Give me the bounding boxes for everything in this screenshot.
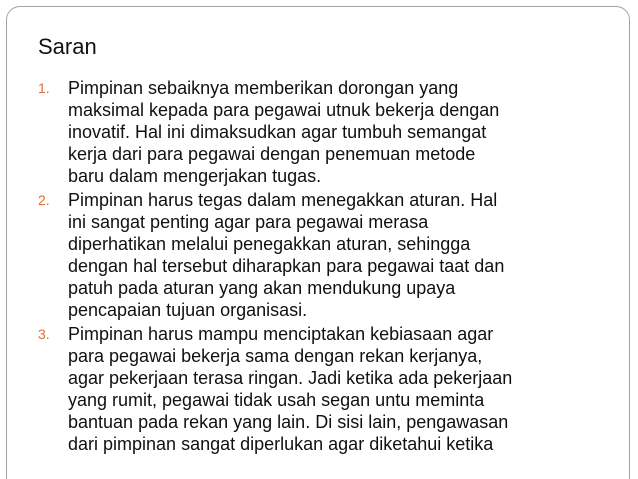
text-line: yang rumit, pegawai tidak usah segan untu meminta (68, 390, 485, 410)
text-line: kerja dari para pegawai dengan penemuan metode (68, 144, 476, 164)
list-item (38, 77, 608, 187)
text-line: bantuan pada rekan yang lain. Di sisi lain, pengawasan (68, 412, 509, 432)
text-line: agar pekerjaan terasa ringan. Jadi ketika ada pekerjaan (68, 368, 513, 388)
text-line: inovatif. Hal ini dimaksudkan agar tumbuh semangat (68, 122, 487, 142)
text-line: para pegawai bekerja sama dengan rekan kerjanya, (68, 346, 483, 366)
list-item (38, 323, 608, 455)
list-item-number: 3. (38, 326, 50, 342)
list-item-number: 2. (38, 192, 50, 208)
text-line: patuh pada aturan yang akan mendukung upaya (68, 278, 456, 298)
text-line: Pimpinan sebaiknya memberikan dorongan yang (68, 78, 459, 98)
text-line: Pimpinan harus mampu menciptakan kebiasaan agar (68, 324, 494, 344)
list-item-text (68, 189, 608, 321)
slide-title: Saran (38, 34, 97, 59)
list-item-number: 1. (38, 80, 50, 96)
text-line: Pimpinan harus tegas dalam menegakkan aturan. Hal (68, 190, 498, 210)
text-line: diperhatikan melalui penegakkan aturan, sehingga (68, 234, 471, 254)
text-line: ini sangat penting agar para pegawai merasa (68, 212, 429, 232)
text-line: maksimal kepada para pegawai utnuk bekerja dengan (68, 100, 500, 120)
text-line: dengan hal tersebut diharapkan para pegawai taat dan (68, 256, 505, 276)
text-line: baru dalam mengerjakan tugas. (68, 166, 322, 186)
list-item-text (68, 77, 608, 187)
list-item-text (68, 323, 608, 455)
suggestion-list (38, 77, 608, 457)
list-item (38, 189, 608, 321)
text-line: pencapaian tujuan organisasi. (68, 300, 308, 320)
text-line: dari pimpinan sangat diperlukan agar diketahui ketika (68, 434, 494, 454)
